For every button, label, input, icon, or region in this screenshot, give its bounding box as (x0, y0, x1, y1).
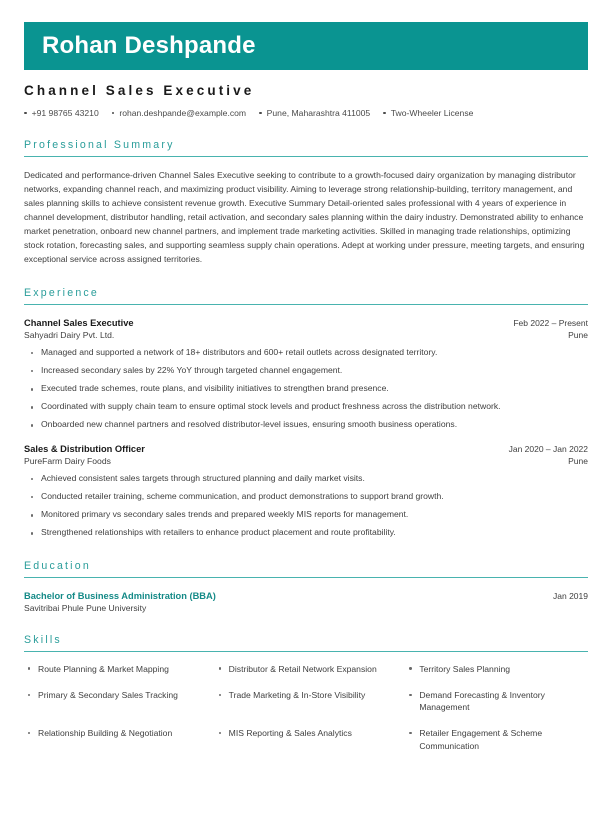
section-professional-summary (24, 139, 588, 266)
resume-page (0, 22, 612, 814)
section-experience (24, 287, 588, 539)
list-item: Retailer Engagement & Scheme Communication (405, 727, 588, 751)
education-degree: Bachelor of Business Administration (BBA) (24, 590, 216, 601)
list-item: Conducted retailer training, scheme communication, and product demonstrations to support brand growth. (24, 491, 588, 503)
list-item: Monitored primary vs secondary sales trends and prepared weekly MIS reports for management. (24, 509, 588, 521)
skills-grid (24, 663, 588, 766)
contact-email-text: rohan.deshpande@example.com (119, 108, 247, 118)
education-entry-header (24, 591, 588, 601)
summary-text: Dedicated and performance-driven Channel Sales Executive seeking to contribute to a growth-focused dairy organization by managing distributor networks, expanding channel reach, and maximizing product visibility. Aiming to leverage strong relationship-building, territory management, and sales planning skills to achieve consistent revenue growth. Executive Summary Detail-oriented sales professional with 4 years of experience in channel development, distributor handling, retail activation, and secondary sales planning within the dairy industry. Demonstrated ability to enhance market penetration, onboard new channel partners, and implement trade marketing activities. Skilled in managing trade relationships, optimizing stock rotation, forecasting sales, and supporting seamless supply chain operations. Adept at working under pressure, meeting targets, and ensuring exceptional service across assigned territories. (24, 170, 585, 264)
candidate-name: Rohan Deshpande (42, 32, 256, 59)
experience-entry-header (24, 318, 588, 328)
experience-job-title: Sales & Distribution Officer (24, 443, 145, 454)
experience-date-range: Feb 2022 – Present (513, 318, 588, 328)
list-item: Achieved consistent sales targets through structured planning and daily market visits. (24, 473, 588, 485)
section-rule-summary (24, 156, 588, 157)
experience-entry (24, 318, 588, 431)
contact-phone-text: +91 98765 43210 (31, 108, 99, 118)
location-icon (259, 112, 262, 115)
list-item: Strengthened relationships with retailers to enhance product placement and route profitability. (24, 527, 588, 539)
list-item: Primary & Secondary Sales Tracking (24, 689, 207, 713)
education-entry (24, 591, 588, 613)
experience-entry-header (24, 444, 588, 454)
experience-entry (24, 444, 588, 539)
experience-company: PureFarm Dairy Foods (24, 455, 111, 466)
section-rule-skills (24, 651, 588, 652)
list-item: MIS Reporting & Sales Analytics (215, 727, 398, 751)
experience-entry-subheader (24, 454, 588, 466)
license-icon (383, 112, 386, 115)
list-item: Territory Sales Planning (405, 663, 588, 675)
contact-item-phone (24, 108, 99, 118)
section-rule-experience (24, 304, 588, 305)
experience-entry-subheader (24, 328, 588, 340)
experience-location: Pune (568, 330, 588, 340)
experience-bullet-list (24, 347, 588, 431)
list-item: Demand Forecasting & Inventory Management (405, 689, 588, 713)
list-item: Onboarded new channel partners and resolved distributor-level issues, ensuring smooth business operations. (24, 419, 588, 431)
contact-license-text: Two-Wheeler License (390, 108, 474, 118)
candidate-job-title: Channel Sales Executive (24, 83, 255, 98)
contact-item-email (112, 108, 246, 118)
list-item: Increased secondary sales by 22% YoY through targeted channel engagement. (24, 365, 588, 377)
list-item: Executed trade schemes, route plans, and visibility initiatives to strengthen brand presence. (24, 383, 588, 395)
list-item: Relationship Building & Negotiation (24, 727, 207, 751)
experience-job-title: Channel Sales Executive (24, 318, 134, 328)
section-education (24, 560, 588, 613)
section-heading-education: Education (24, 559, 91, 572)
contact-item-license (383, 108, 473, 118)
list-item: Trade Marketing & In-Store Visibility (215, 689, 398, 713)
contact-row (24, 108, 588, 118)
experience-location: Pune (568, 455, 588, 466)
list-item: Managed and supported a network of 18+ distributors and 600+ retail outlets across designated territory. (24, 347, 588, 359)
experience-company: Sahyadri Dairy Pvt. Ltd. (24, 330, 115, 340)
list-item: Route Planning & Market Mapping (24, 663, 207, 675)
list-item: Coordinated with supply chain team to ensure optimal stock levels and product freshness across the distribution network. (24, 401, 588, 413)
contact-item-location (259, 108, 370, 118)
email-icon (112, 112, 115, 115)
phone-icon (24, 112, 27, 115)
list-item: Distributor & Retail Network Expansion (215, 663, 398, 675)
contact-location-text: Pune, Maharashtra 411005 (266, 108, 371, 118)
section-heading-skills: Skills (24, 633, 62, 646)
section-heading-experience: Experience (24, 287, 99, 299)
section-skills (24, 634, 588, 766)
section-heading-summary: Professional Summary (24, 139, 175, 151)
experience-bullet-list (24, 473, 588, 539)
name-banner (24, 22, 588, 70)
education-institution: Savitribai Phule Pune University (24, 602, 147, 613)
education-date: Jan 2019 (553, 590, 588, 601)
experience-date-range: Jan 2020 – Jan 2022 (508, 443, 588, 454)
section-rule-education (24, 577, 588, 578)
